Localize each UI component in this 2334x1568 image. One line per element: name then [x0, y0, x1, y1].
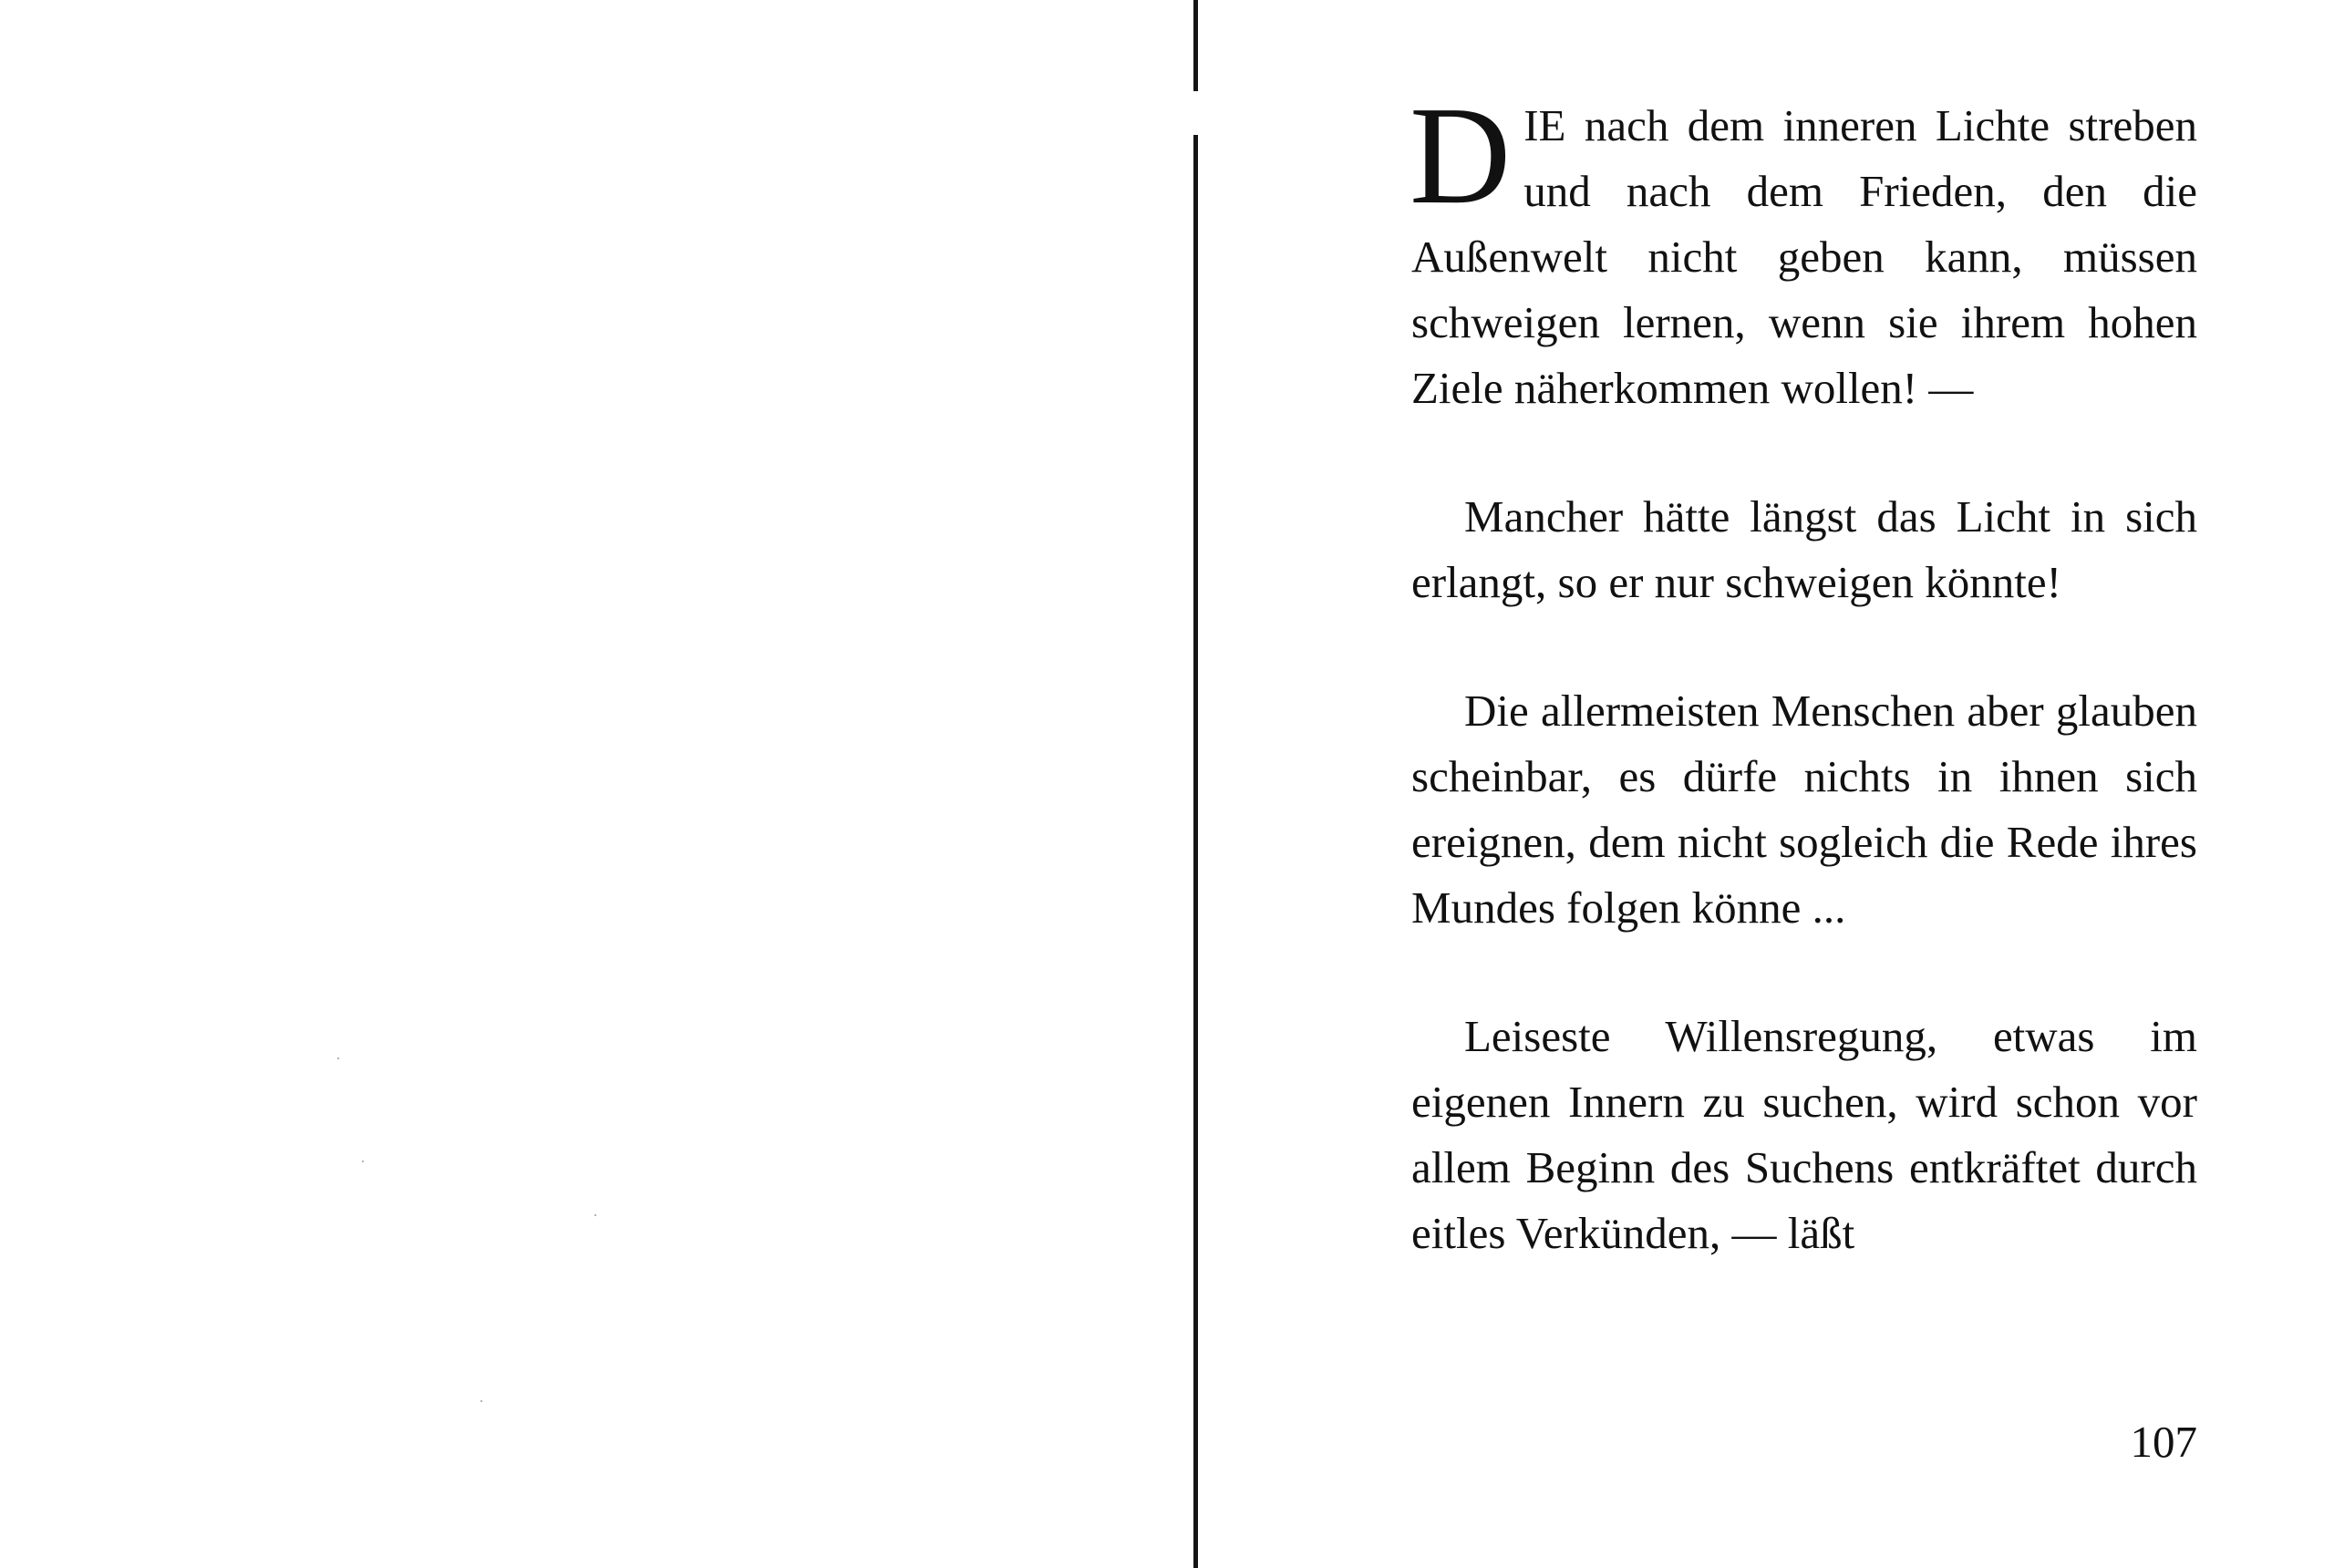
paragraph-3: Die allermeisten Menschen aber glauben scheinbar, es dürfe nichts in ihnen sich ereignen, dem nicht sogleich die Rede ihres Mundes folgen könne ...	[1411, 686, 2197, 933]
paper-speck	[480, 1400, 482, 1402]
gutter-gap	[1193, 91, 1198, 135]
page-number: 107	[2130, 1417, 2197, 1467]
paragraph-1	[1410, 78, 2197, 421]
paper-speck	[594, 1214, 596, 1216]
paragraph-1-text: IE nach dem inneren Lichte streben und nach dem Frieden, den die Außenwelt nicht geben kann, müssen schweigen lernen, wenn sie ihrem hohen Ziele näherkommen wollen! —	[1411, 100, 2197, 413]
paper-speck	[337, 1057, 339, 1059]
drop-cap: D	[1410, 78, 1512, 233]
page-text-body	[1410, 78, 2197, 1266]
paper-speck	[362, 1161, 364, 1162]
paragraph-4: Leiseste Willensregung, etwas im eigenen Innern zu suchen, wird schon vor allem Beginn des Suchens entkräftet durch eitles Verkünden, — läßt	[1411, 1011, 2197, 1258]
book-gutter	[1193, 0, 1198, 1568]
paragraph-2: Mancher hätte längst das Licht in sich erlangt, so er nur schweigen könnte!	[1411, 491, 2197, 607]
